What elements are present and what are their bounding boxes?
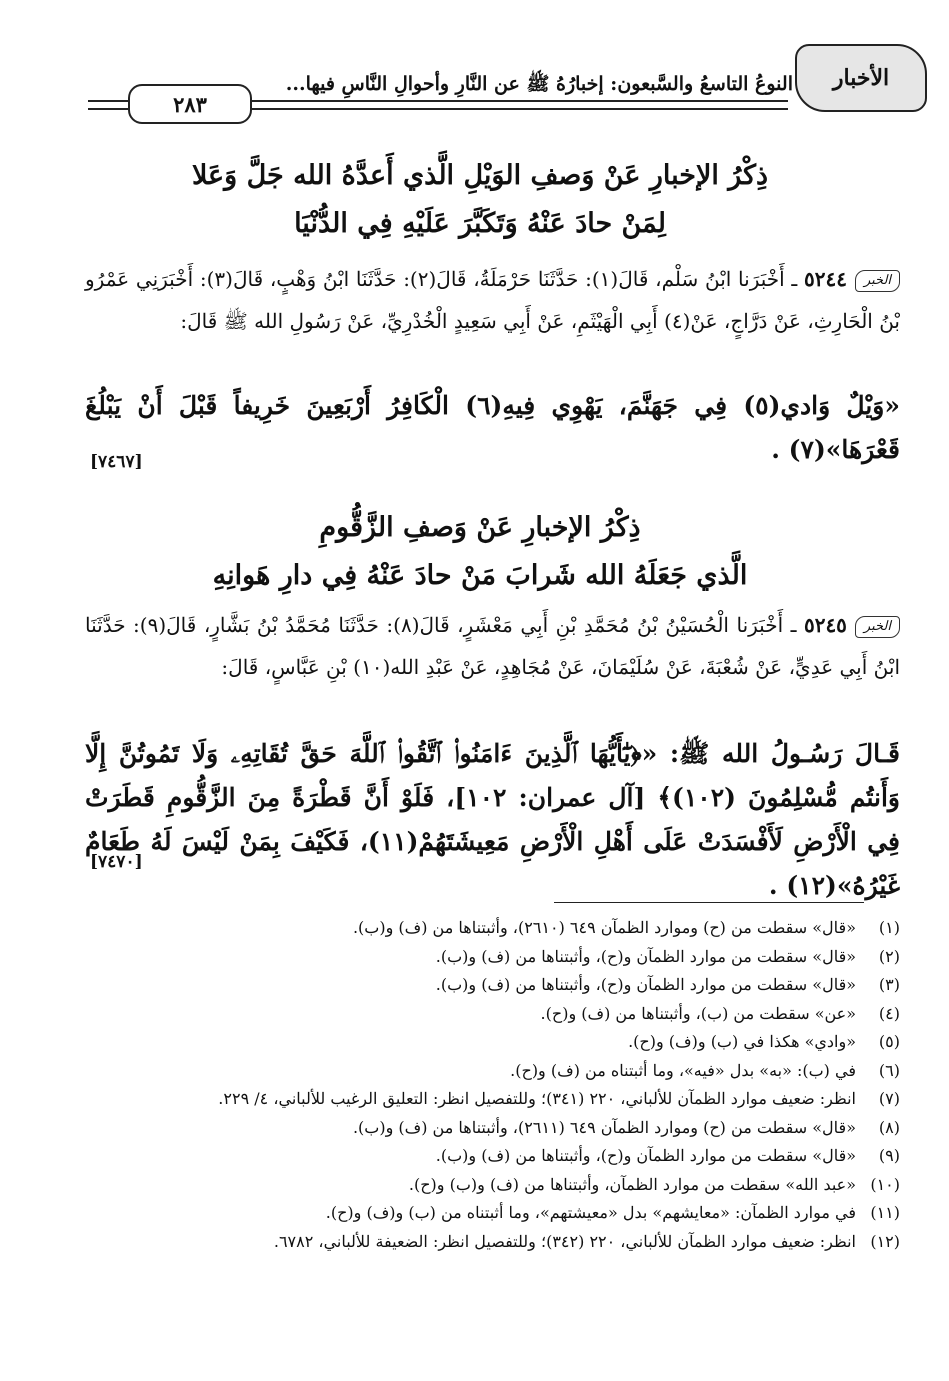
footnote: (٨) «قال» سقطت من (ح) وموارد الظمآن ٦٤٩ (٢٦١١)، وأثبتناها من (ف) و(ب). xyxy=(352,1117,900,1137)
footnotes xyxy=(80,914,900,1256)
footnote: (١) «قال» سقطت من (ح) وموارد الظمآن ٦٤٩ (٢٦١٠)، وأثبتناها من (ف) و(ب). xyxy=(352,918,900,937)
section-heading: ذِكْرُ الإخبارِ عَنْ وَصفِ الوَيْلِ الَّذي أَعدَّهُ الله جَلَّ وَعَلا xyxy=(191,160,769,191)
footnote: (١٢) انظر: ضعيف موارد الظمآن للألباني، ٢٢٠ (٣٤٢)؛ وللتفصيل انظر: الضعيفة للألباني، ٦٧٨٢. xyxy=(273,1231,900,1251)
running-title: النوعُ التاسعُ والسَّبعون: إخبارُهُ ﷺ عن النَّارِ وأحوالِ النَّاسِ فيها... xyxy=(285,73,793,95)
hadith-tag: الخبر xyxy=(855,616,900,638)
isnad-text: ـ أَخْبَرَنا الْحُسَيْنُ بْنُ مُحَمَّدِ بْنِ أَبِي مَعْشَرٍ، قَالَ(٨): حَدَّثَنَا مُحَمَّدُ بْنُ بَشَّارٍ، قَالَ(٩): حَدَّثَنَا ابْنُ أَبِي عَدِيٍّ، عَنْ شُعْبَةَ، عَنْ سُلَيْمَانَ، عَنْ مُجَاهِدٍ، عَنْ عَبْدِ الله(١٠) بْنِ عَبَّاسٍ، قَالَ: xyxy=(85,613,900,679)
footnote: (١١) في موارد الظمآن: «معايشهم» بدل «معيشتهم»، وما أثبتناه من (ب) و(ف) و(ح). xyxy=(325,1203,900,1222)
isnad-text: ـ أَخْبَرَنا ابْنُ سَلْم، قَالَ(١): حَدَّثَنَا حَرْمَلَةُ، قَالَ(٢): حَدَّثَنَا ابْنُ وَهْبٍ، قَالَ(٣): أَخْبَرَنِي عَمْرُو بْنُ الْحَارِثِ، عَنْ دَرَّاجٍ، عَنْ(٤) أَبِي الْهَيْثَمِ، عَنْ أَبِي سَعِيدٍ الْخُدْرِيِّ، عَنْ رَسُولِ الله ﷺ قَالَ: xyxy=(85,267,900,333)
hadith-matn: قَـالَ رَسُـولُ الله ﷺ: «﴿يَٰٓأَيُّهَا ٱلَّذِينَ ءَامَنُوا۟ ٱتَّقُوا۟ ٱللَّهَ حَقَّ تُقَاتِهِۦ وَلَا تَمُوتُنَّ إِلَّا وَأَنتُم مُّسْلِمُونَ (١٠٢)﴾ [آل عمران: ١٠٢]، فَلَوْ أَنَّ قَطْرَةً مِنَ الزَّقُّومِ قَطَرَتْ فِي الْأَرْضِ لَأَفْسَدَتْ عَلَى أَهْلِ الْأَرْضِ مَعِيشَتَهُمْ(١١)، فَكَيْفَ بِمَنْ لَيْسَ لَهُ طَعَامٌ غَيْرُهُ»(١٢) . xyxy=(85,739,901,900)
hadith-isnad xyxy=(85,258,900,386)
hadith-number: ٥٢٤٥ xyxy=(803,613,847,637)
chapter-badge xyxy=(795,44,927,112)
footnote: (١٠) «عبد الله» سقطت من موارد الظمآن، وأثبتناها من (ف) و(ب) و(ح). xyxy=(408,1174,900,1194)
hadith-matn: «وَيْلٌ وَادي(٥) فِي جَهَنَّمَ، يَهْوِي فِيهِ(٦) الْكَافِرُ أَرْبَعِينَ خَرِيفاً قَبْلَ أَنْ يَبْلُغَ قَعْرَهَا»(٧) . xyxy=(85,391,901,464)
hadith-reference: [٧٤٦٧] xyxy=(90,452,143,472)
footnote-divider xyxy=(554,902,864,903)
header-rule-left xyxy=(88,100,128,110)
chapter-badge-label: الأخبار xyxy=(832,65,890,91)
page-number xyxy=(128,84,252,124)
footnote: (٧) انظر: ضعيف موارد الظمآن للألباني، ٢٢٠ (٣٤١)؛ وللتفصيل انظر: التعليق الرغيب للألباني، ٤/ ٢٢٩. xyxy=(218,1089,900,1108)
footnote: (٥) «وادي» هكذا في (ب) و(ف) و(ح). xyxy=(628,1032,900,1051)
footnote: (٣) «قال» سقطت من موارد الظمآن و(ح)، وأثبتناها من (ف) و(ب). xyxy=(435,975,900,994)
hadith-reference: [٧٤٧٠] xyxy=(90,852,143,872)
page-number-text: ٢٨٣ xyxy=(173,91,207,117)
section-heading: ذِكْرُ الإخبارِ عَنْ وَصفِ الزَّقُّومِ xyxy=(319,512,641,543)
section-heading: الَّذي جَعَلَهُ الله شَرابَ مَنْ حادَ عَنْهُ فِي دارِ هَوانِهِ xyxy=(212,560,748,591)
hadith-tag: الخبر xyxy=(855,270,900,292)
footnote: (٤) «عن» سقطت من (ب)، وأثبتناها من (ف) و(ح). xyxy=(540,1003,900,1023)
section-heading: لِمَنْ حادَ عَنْهُ وَتَكَبَّرَ عَلَيْهِ فِي الدُّنْيَا xyxy=(294,208,666,239)
hadith-number: ٥٢٤٤ xyxy=(803,267,847,291)
footnote: (٦) في (ب): «به» بدل «فيه»، وما أثبتناه من (ف) و(ح). xyxy=(510,1060,900,1080)
footnote: (٩) «قال» سقطت من موارد الظمآن و(ح)، وأثبتناها من (ف) و(ب). xyxy=(435,1146,900,1165)
hadith-isnad xyxy=(85,604,900,732)
page-header xyxy=(88,40,933,130)
footnote: (٢) «قال» سقطت من موارد الظمآن و(ح)، وأثبتناها من (ف) و(ب). xyxy=(435,946,900,966)
